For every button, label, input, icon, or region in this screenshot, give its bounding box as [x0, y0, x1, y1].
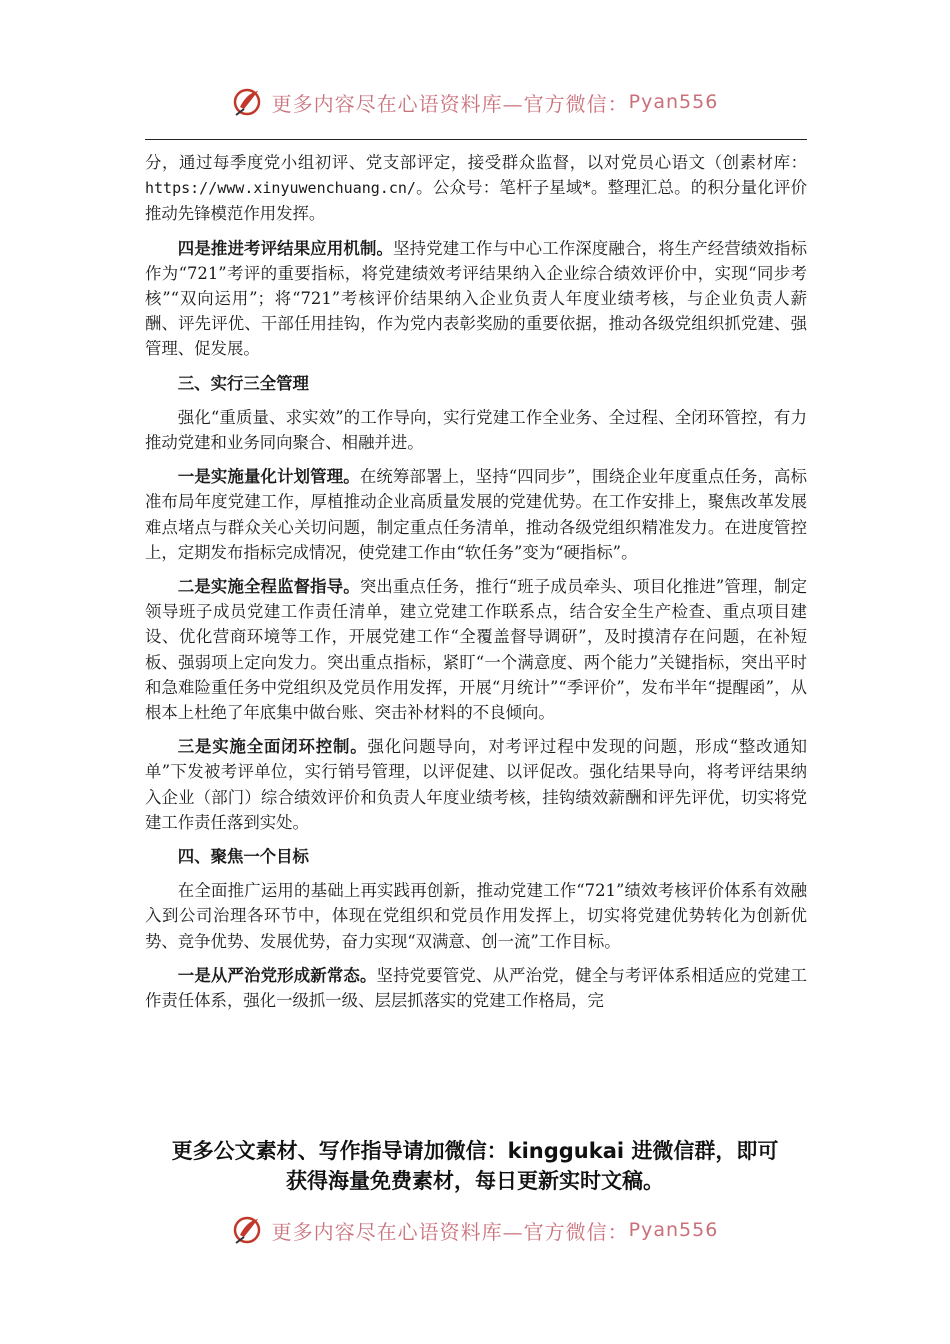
paragraph: 强化“重质量、求实效”的工作导向，实行党建工作全业务、全过程、全闭环管控，有力推动党建和业务同向聚合、相融并进。 — [145, 407, 807, 453]
watermark-text: 更多内容尽在心语资料库—官方微信： — [271, 1219, 629, 1244]
paragraph-lead: 二是实施全程监督指导。 — [177, 577, 360, 597]
paragraph-body: 坚持党建工作与中心工作深度融合，将生产经营绩效指标作为“721”考评的重要指标，将党建绩效考评结果纳入企业综合绩效评价中，实现“同步考核”“双向运用”；将“721”考核评价结果纳入企业负责人年度业绩考核，与企业负责人薪酬、评先评优、干部任用挂钩，作为党内表彰奖励的重要依据，推动各级党组织抓党建、强管理、促发展。 — [145, 238, 807, 359]
watermark-text: 更多内容尽在心语资料库—官方微信： — [271, 91, 629, 116]
promo-banner — [0, 1136, 950, 1196]
paragraph-lead: 四是推进考评结果应用机制。 — [177, 238, 394, 258]
promo-line-2: 获得海量免费素材，每日更新实时文稿。 — [286, 1169, 664, 1193]
paragraph-lead: 一是从严治党形成新常态。 — [177, 965, 377, 985]
pen-logo-icon — [232, 1213, 266, 1247]
paragraph-body: 强化问题导向，对考评过程中发现的问题，形成“整改通知单”下发被考评单位，实行销号管理，以评促建、以评促改。强化结果导向，将考评结果纳入企业（部门）综合绩效评价和负责人年度业绩考核，挂钩绩效薪酬和评先评优，切实将党建工作责任落到实处。 — [145, 737, 807, 832]
paragraph — [145, 963, 807, 1013]
section-heading: 三、实行三全管理 — [177, 373, 309, 393]
header-divider — [145, 139, 807, 140]
paragraph — [145, 734, 807, 835]
paragraph: 在全面推广运用的基础上再实践再创新，推动党建工作“721”绩效考核评价体系有效融入到公司治理各环节中，体现在党组织和党员作用发挥上，切实将党建优势转化为创新优势、竞争优势、发展优势，奋力实现“双满意、创一流”工作目标。 — [145, 881, 807, 951]
section-heading: 四、聚焦一个目标 — [177, 847, 309, 867]
text-segment: 。公众号：笔杆子星域*。整理汇总。的积分量化评价推动先锋模范作用发挥。 — [145, 178, 807, 224]
footer-watermark — [0, 1213, 950, 1247]
document-body — [145, 150, 807, 1022]
paragraph-body: 坚持党要管党、从严治党，健全与考评体系相适应的党建工作责任体系，强化一级抓一级、层层抓落实的党建工作格局，完 — [145, 965, 807, 1011]
paragraph — [145, 574, 807, 725]
header-watermark — [0, 85, 950, 119]
text-segment: 分，通过每季度党小组初评、党支部评定，接受群众监督，以对党员心语文（创素材库： — [145, 153, 807, 172]
watermark-handle: Pyan556 — [628, 91, 719, 113]
paragraph-lead: 三是实施全面闭环控制。 — [177, 737, 368, 757]
paragraph — [145, 464, 807, 565]
url-text: https://www.xinyuwenchuang.cn/ — [145, 179, 416, 198]
paragraph — [145, 150, 807, 227]
paragraph — [145, 236, 807, 362]
paragraph-body: 在统筹部署上，坚持“四同步”，围绕企业年度重点任务，高标准布局年度党建工作，厚植推动企业高质量发展的党建优势。在工作安排上，聚焦改革发展难点堵点与群众关心关切问题，制定重点任务清单，推动各级党组织精准发力。在进度管控上，定期发布指标完成情况，使党建工作由“软任务”变为“硬指标”。 — [145, 467, 807, 562]
paragraph-body: 突出重点任务，推行“班子成员牵头、项目化推进”管理，制定领导班子成员党建工作责任清单，建立党建工作联系点，结合安全生产检查、重点项目建设、优化营商环境等工作，开展党建工作“全覆盖督导调研”，及时摸清存在问题，在补短板、强弱项上定向发力。突出重点指标，紧盯“一个满意度、两个能力”关键指标，突出平时和急难险重任务中党组织及党员作用发挥，开展“月统计”“季评价”，发布半年“提醒函”，从根本上杜绝了年底集中做台账、突击补材料的不良倾向。 — [145, 577, 807, 723]
paragraph-lead: 一是实施量化计划管理。 — [177, 467, 360, 487]
promo-line-1: 更多公文素材、写作指导请加微信：kinggukai 进微信群，即可 — [171, 1139, 779, 1163]
watermark-handle: Pyan556 — [628, 1219, 719, 1241]
pen-logo-icon — [232, 85, 266, 119]
